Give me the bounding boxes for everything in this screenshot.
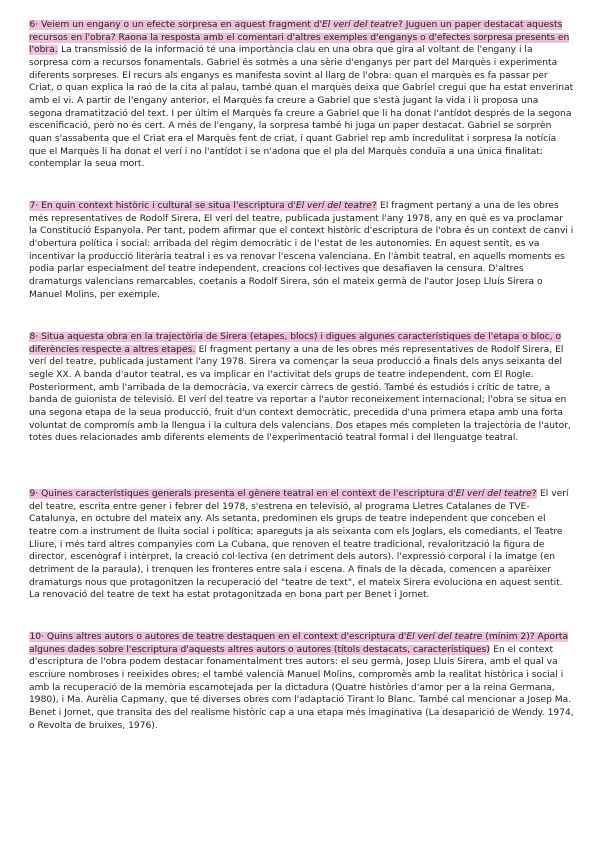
question-7-text-a: 7· En quin context històric i cultural se situa l'escriptura d' [29, 201, 296, 211]
question-10-work-title: El verí del teatre [406, 632, 483, 642]
section-question-10 [29, 631, 574, 732]
question-6-work-title: El verí del teatre [322, 20, 399, 30]
section-question-8 [29, 331, 574, 445]
question-6-text-a: 6· Veiem un engany o un efecte sorpresa en aquest fragment d' [29, 20, 323, 30]
question-10-highlight [29, 632, 568, 655]
question-9-text-a: 9· Quines característiques generals presenta el gènere teatral en el context de l'escriptura d' [29, 489, 456, 499]
question-9-highlight [29, 489, 537, 499]
answer-8: El fragment pertany a una de les obres més representatives de Rodolf Sirera, El verí del teatre, publicada justament l'any 1978. Sirera va començar la seua producció a finals dels anys seixanta del segle XX. A banda d'autor teatral, es va implicar en l'activitat dels grups de teatre independent, com El Rogle. Posteriorment, amb l'arribada de la democràcia, va exercir càrrecs de gestió. També és estudiós i crític de tatre, a banda de guionista de televisió. El verí del teatre va reportar a l'autor reconeixement internacional; l'obra se situa en una segona etapa de la seua producció, fruit d'un context democràtic, precedida d'una primera etapa amb una forta voluntat de compromís amb la llengua i la cultura dels valencians. Dos etapes més completen la trajectòria de l'autor, totes dues relacionades amb diferents elements de l'experimentació teatral formal i del llenguatge teatral. [29, 344, 571, 444]
answer-6: La transmissió de la informació té una importància clau en una obra que gira al voltant de l'engany i la sorpresa com a recursos fonamentals. Gabriel és sotmès a una sèrie d'enganys per part del Marquès i experimenta diferents sorpreses. El recurs als enganys es manifesta sovint al llarg de l'obra: quan el marquès es fa passar per Criat, o quan explica la raó de la cita al palau, també quan el marquès deixa que Gabriel cregui que ha estat enverinat amb el vi. A partir de l'engany anterior, el Marquès fa creure a Gabriel que s'està jugant la vida i li proposa una segona dramatització del text. I per últim el Marquès fa creure a Gabriel que li ha donat l'antídot després de la segona escenificació, però no és cert. A més de l'engany, la sorpresa també hi juga un paper destacat. Gabriel se sorprèn quan s'assabenta que el Criat era el Marquès fent de criat, i quant Gabriel rep amb incredulitat i sorpresa la notícia que el Marquès li ha donat el verí i no l'antídot i se n'adona que el pla del Marquès conduïa a una única finalitat: contemplar la seua mort. [29, 45, 574, 170]
question-6-text-b: ? Juguen un paper destacat aquests recursos en l'obra? Raona la resposta amb el comentari d'altres exemples d'enganys o d'efectes sorpresa presents en l'obra. [29, 20, 570, 56]
answer-10: En el context d'escriptura de l'obra podem destacar fonamentalment tres autors: el seu germà, Josep Lluís Sirera, amb el qual va escriure nombroses i reeixides obres; el també valencià Manuel Molins, compromès amb la realitat històrica i social i amb la recuperació de la memòria escamotejada per la dictadura (Quatre històries d'amor per a la reina Germana, 1980), i Ma. Aurèlia Capmany, que té diverses obres com l'adaptació Tirant lo Blanc. També cal mencionar a Josep Ma. Benet i Jornet, que transita des del realisme històric cap a una etapa més imaginativa (La desaparició de Wendy. 1974, o Revolta de bruixes, 1976). [29, 644, 574, 731]
answer-7: El fragment pertany a una de les obres més representatives de Rodolf Sirera, El verí del teatre, publicada justament l'any 1978, any en què es va proclamar la Constitució Espanyola. Per tant, podem afirmar que el context històric d'escriptura de l'obra és un context de canvi i d'obertura política i social: arribada del règim democràtic i de l'estat de les autonomies. En aquest sentit, es va incentivar la producció literària teatral i es va renovar l'escena valenciana. En l'àmbit teatral, en aquells moments es podia parlar especialment del teatre independent, creacions col·lectives que desafiaven la censura. D'altres dramaturgs valencians remarcables, coetanis a Rodolf Sirera, són el mateix germà de l'autor Josep Lluís Sirera o Manuel Molins, per exemple. [29, 201, 574, 300]
question-7-work-title: El verí del teatre [295, 201, 372, 211]
section-question-6 [29, 19, 574, 171]
section-question-9 [29, 488, 574, 602]
answer-9: El verí del teatre, escrita entre gener i febrer del 1978, s'estrena en televisió, al programa Lletres Catalanes de TVE-Catalunya, en octubre del mateix any. Als setanta, predominen els grups de teatre independent que conceben el teatre com a instrument de lluita social i política; apareguts ja als seixanta com els Joglars, els comediants, el Teatre Lliure, i més tard altres companyies com La Cubana, que renoven el teatre tradicional, revalorització la figura de director, escenògraf i intèrpret, la creació col·lectiva (en detriment dels autors). l'expressió corporal i la imatge (en detriment de la paraula), i trenquen les fronteres entre sala i escena. A finals de la dècada, comencen a aparèixer dramaturgs nous que protagonitzen la recuperació del "teatre de text", el mateix Sirera evoluciona en aquest sentit. La renovació del teatre de text ha estat protagonitzada en bona part per Benet i Jornet. [29, 489, 569, 601]
question-10-text-a: 10· Quins altres autors o autores de teatre destaquen en el context d'escriptura d' [29, 632, 407, 642]
section-question-7 [29, 200, 574, 301]
question-9-text-b: ? [531, 489, 537, 499]
question-7-highlight [29, 201, 377, 211]
question-9-work-title: El verí del teatre [455, 489, 532, 499]
question-10-text-b: (mínim 2)? Aporta algunes dades sobre l'escriptura d'aquests altres autors o autores (títols destacats, característiques) [29, 632, 569, 655]
question-8-highlight: 8· Situa aquesta obra en la trajectòria de Sirera (etapes, blocs) i digues algunes característiques de l'etapa o bloc, o diferències respecte a altres etapes. [29, 332, 562, 355]
question-7-text-b: ? [371, 201, 377, 211]
